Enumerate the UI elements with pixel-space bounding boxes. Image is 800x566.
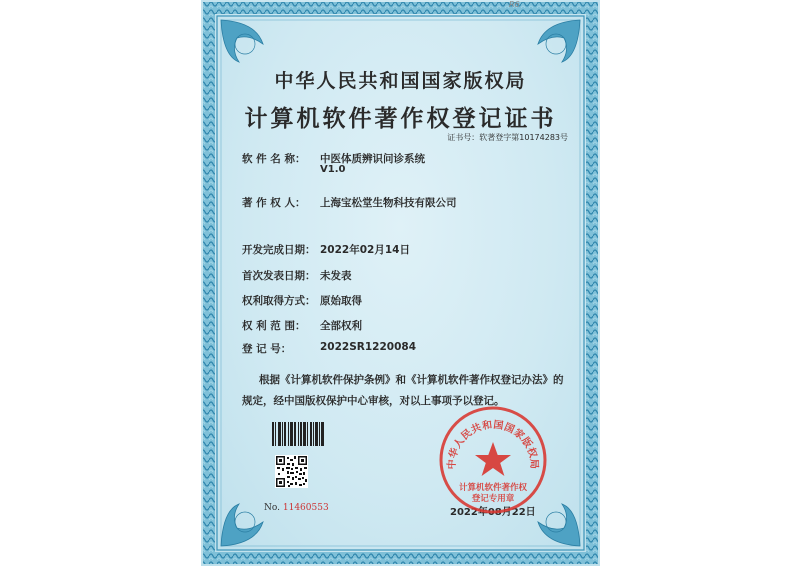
scope-value: 全部权利 bbox=[320, 320, 362, 332]
copyright-owner-value: 上海宝松堂生物科技有限公司 bbox=[320, 197, 457, 209]
issuer-heading: 中华人民共和国国家版权局 bbox=[274, 70, 527, 92]
software-version: V1.0 bbox=[320, 164, 346, 175]
acquisition-label: 权利取得方式： bbox=[242, 295, 316, 307]
software-name-value: 中医体质辨识问诊系统 bbox=[320, 153, 425, 165]
serial-number bbox=[264, 503, 329, 513]
first-publish-value: 未发表 bbox=[320, 270, 352, 282]
copyright-owner-label: 著 作 权 人： bbox=[242, 197, 306, 209]
handwritten-mark: R6 bbox=[509, 0, 520, 9]
first-publish-label: 首次发表日期： bbox=[242, 270, 316, 282]
qr-code bbox=[275, 455, 308, 488]
reg-no-label: 登 记 号： bbox=[242, 343, 292, 355]
serial-prefix: No. bbox=[264, 503, 280, 513]
reg-no-value: 2022SR1220084 bbox=[320, 341, 417, 353]
issue-date: 2022年08月22日 bbox=[450, 507, 536, 518]
completion-date-value: 2022年02月14日 bbox=[320, 244, 410, 256]
official-seal bbox=[437, 404, 549, 516]
seal-ring-text: 中华人民共和国国家版权局 bbox=[446, 419, 540, 470]
completion-date-label: 开发完成日期： bbox=[242, 244, 316, 256]
certificate bbox=[201, 0, 600, 566]
serial-digits: 11460553 bbox=[282, 503, 329, 513]
cert-no-value: 软著登字第10174283号 bbox=[479, 133, 568, 142]
seal-center-line-1: 计算机软件著作权 bbox=[458, 483, 528, 493]
scope-label: 权 利 范 围： bbox=[242, 320, 306, 332]
seal-center-line-2: 登记专用章 bbox=[471, 494, 515, 504]
legal-basis-line-1: 根据《计算机软件保护条例》和《计算机软件著作权登记办法》的 bbox=[259, 374, 564, 386]
legal-basis-line-2: 规定，经中国版权保护中心审核，对以上事项予以登记。 bbox=[242, 395, 505, 407]
barcode bbox=[272, 422, 324, 446]
certificate-title: 计算机软件著作权登记证书 bbox=[244, 106, 557, 132]
cert-no-label: 证书号： bbox=[447, 133, 480, 142]
seal-star-icon bbox=[475, 442, 511, 476]
software-name-label: 软 件 名 称： bbox=[242, 153, 306, 165]
acquisition-value: 原始取得 bbox=[320, 295, 362, 307]
certificate-number bbox=[447, 132, 568, 143]
